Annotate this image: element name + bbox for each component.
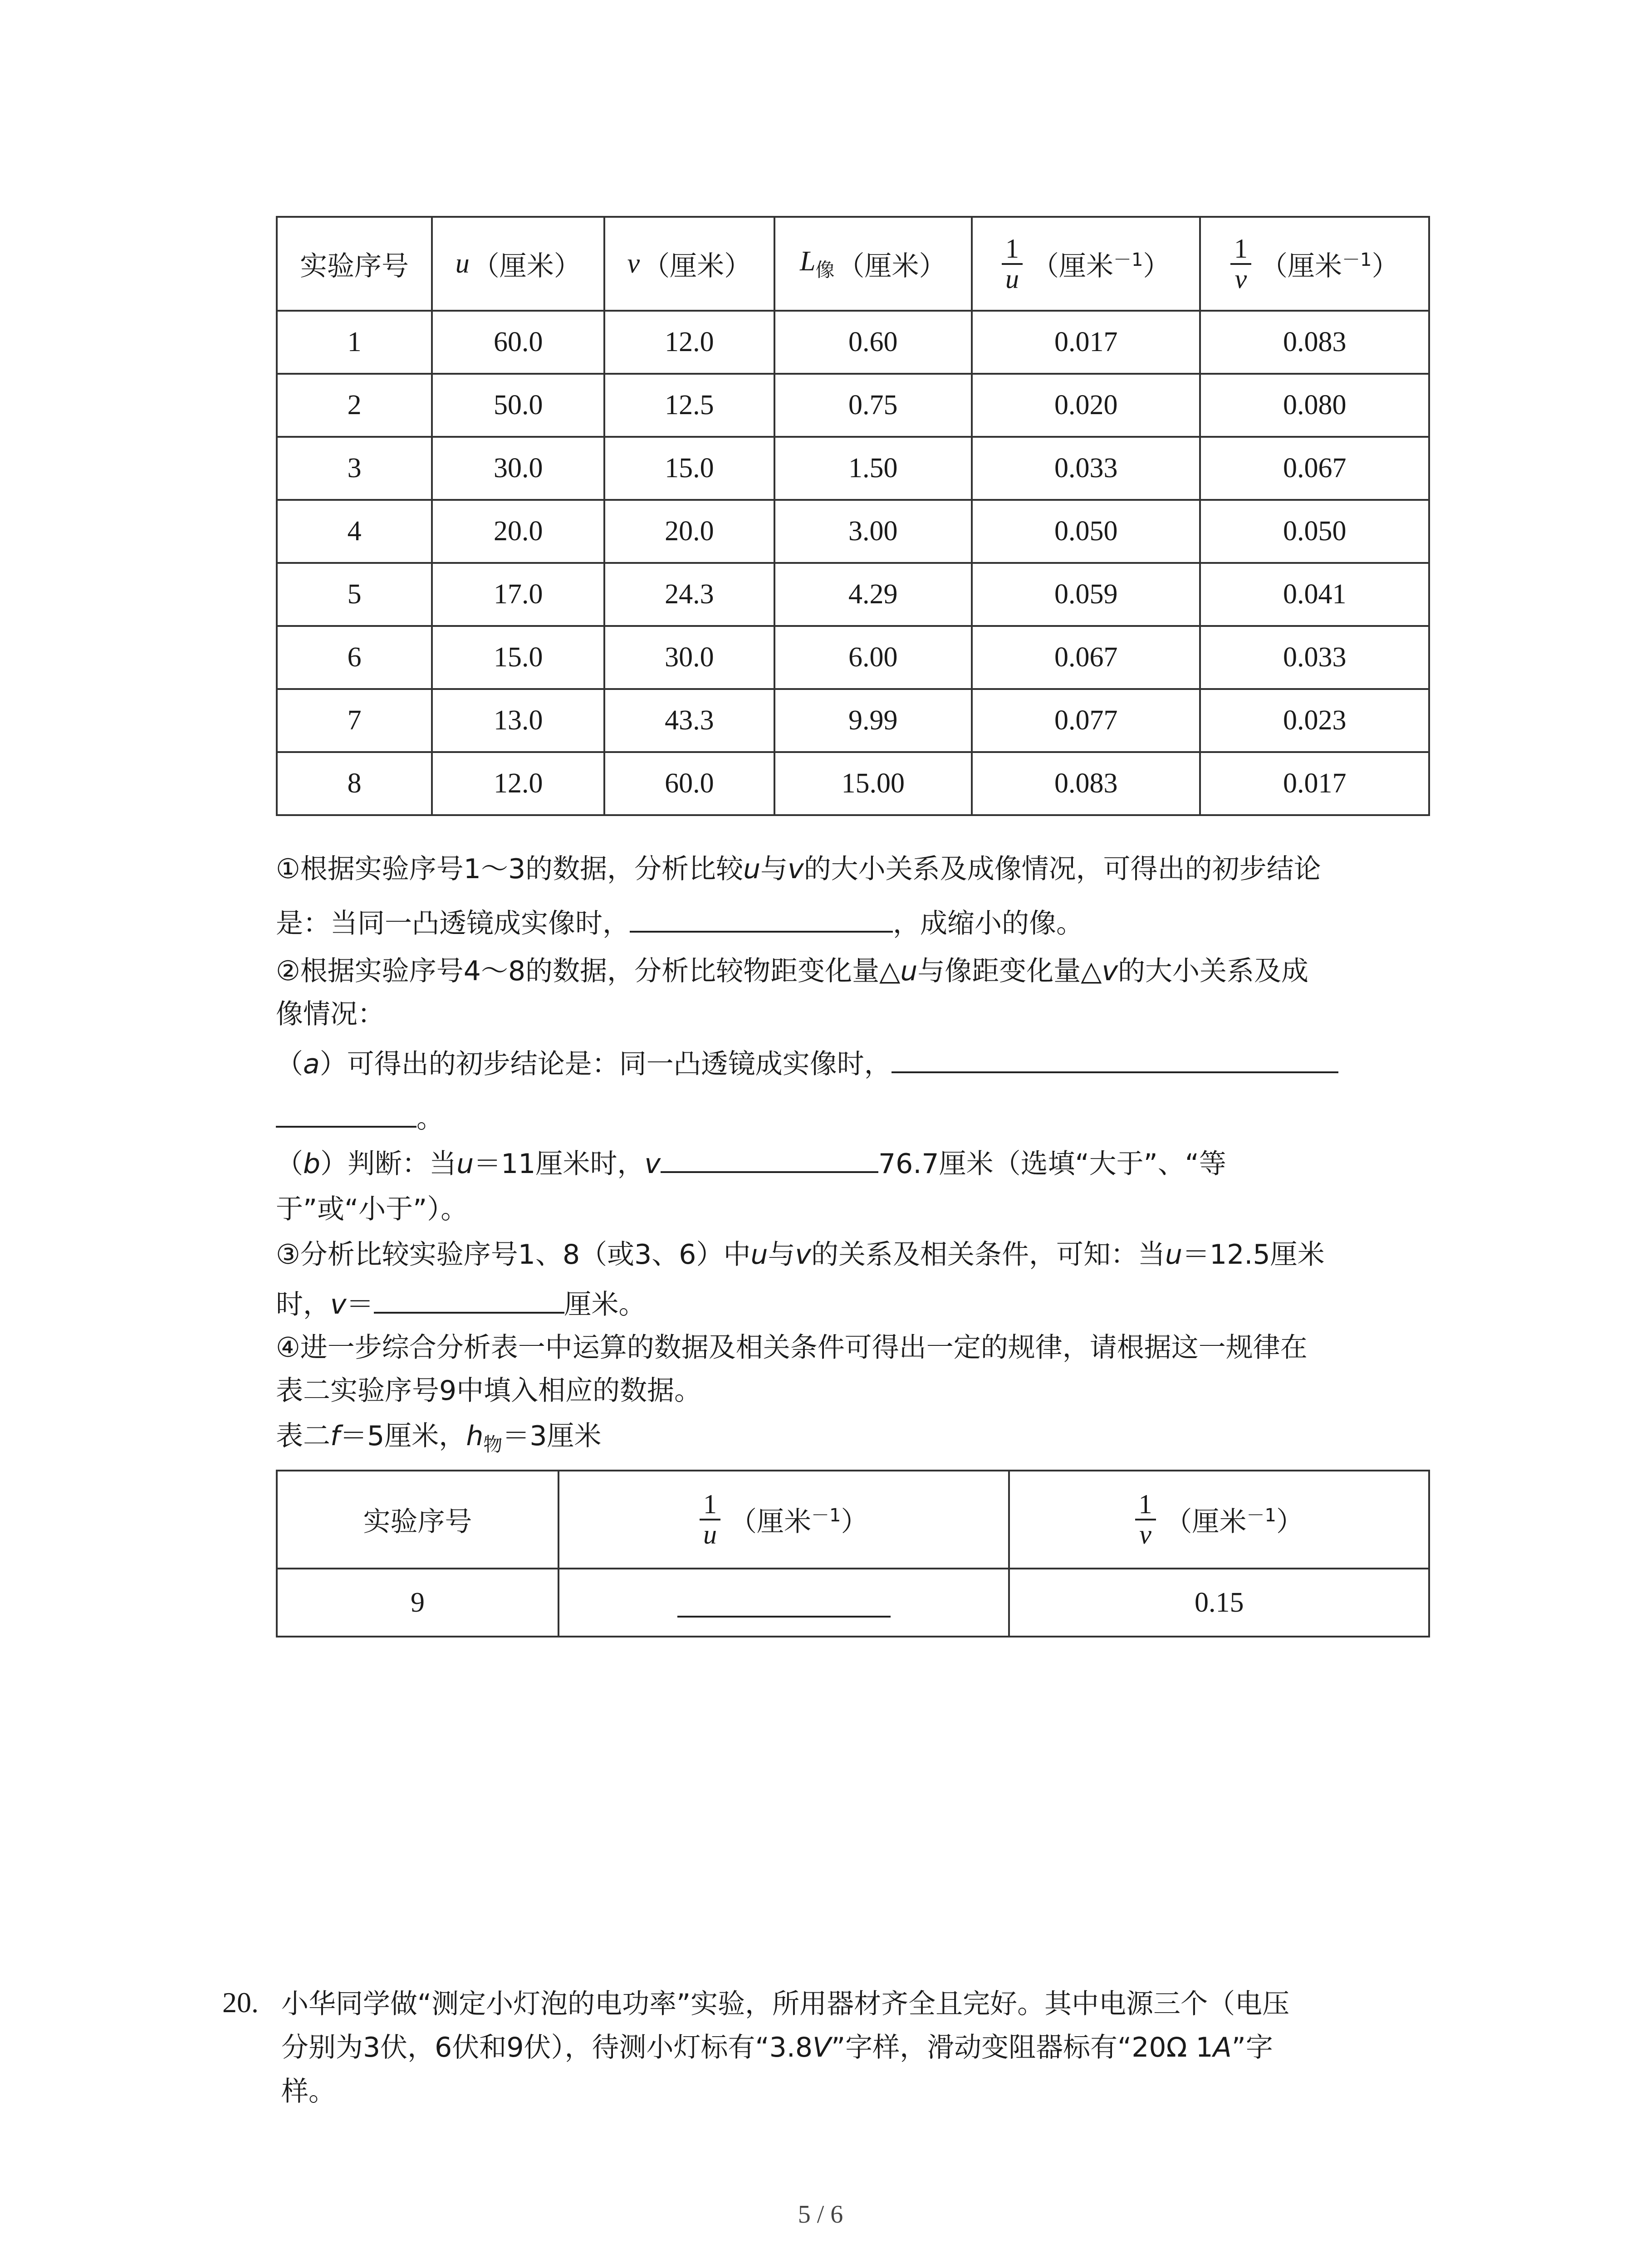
- cell-index: 3: [277, 437, 432, 500]
- table-row: [277, 563, 1429, 626]
- page-number: 5 / 6: [798, 2200, 843, 2229]
- fraction-numerator: 1: [700, 1490, 720, 1520]
- v-symbol: v: [627, 248, 640, 279]
- table-row: [277, 500, 1429, 563]
- table-row: [277, 311, 1429, 374]
- cell-u: 17.0: [432, 563, 604, 626]
- cell-L: 1.50: [774, 437, 972, 500]
- cell-u: 30.0: [432, 437, 604, 500]
- cell-inverse-v: 0.017: [1200, 752, 1429, 815]
- cell-L: 15.00: [774, 752, 972, 815]
- cell-inverse-v: 0.033: [1200, 626, 1429, 689]
- cell-index: 6: [277, 626, 432, 689]
- cell-v: 20.0: [604, 500, 774, 563]
- question-20-line-2: 分别为3伏，6伏和9伏），待测小灯标有“3.8V”字样，滑动变阻器标有“20Ω 1A”字: [281, 2032, 1273, 2063]
- table-header-row: [277, 217, 1429, 311]
- inverse-unit: （厘米$^{-1}$）: [730, 1505, 868, 1538]
- header-inverse-u: [558, 1471, 1009, 1569]
- header-inverse-v: [1200, 217, 1429, 311]
- question-2a-line-1: （a）可得出的初步结论是：同一凸透镜成实像时，: [276, 1043, 1338, 1085]
- cell-index: 7: [277, 689, 432, 752]
- fraction-numerator: 1: [1135, 1490, 1156, 1520]
- cell-index: 5: [277, 563, 432, 626]
- question-2-line-2: 像情况：: [276, 998, 385, 1030]
- question-4-line-2: 表二实验序号9中填入相应的数据。: [276, 1375, 702, 1407]
- inverse-u-fraction: [1002, 235, 1023, 293]
- cell-u: 20.0: [432, 500, 604, 563]
- inverse-u-fraction: [700, 1490, 720, 1549]
- cell-L: 0.75: [774, 374, 972, 437]
- L-subscript: 像: [815, 259, 835, 281]
- cell-inverse-v: 0.041: [1200, 563, 1429, 626]
- cell-inverse-u: 0.020: [972, 374, 1200, 437]
- u-unit: （厘米）: [472, 250, 581, 282]
- cell-inverse-v: 0.023: [1200, 689, 1429, 752]
- u-symbol: u: [455, 248, 470, 279]
- question-2a-line-2: 。: [276, 1098, 444, 1139]
- fraction-numerator: 1: [1002, 235, 1023, 265]
- header-index-label: 实验序号: [300, 250, 409, 282]
- header-inverse-v: [1009, 1471, 1429, 1569]
- question-3-line-1: ③分析比较实验序号1、8（或3、6）中u与v的关系及相关条件，可知：当u＝12.5厘米: [276, 1239, 1325, 1271]
- cell-inverse-v: 0.083: [1200, 311, 1429, 374]
- header-inverse-u: [972, 217, 1200, 311]
- table-row: [277, 1569, 1429, 1637]
- cell-inverse-u: 0.083: [972, 752, 1200, 815]
- table-header-row: [277, 1471, 1429, 1569]
- cell-inverse-v: 0.15: [1009, 1569, 1429, 1637]
- question-3-line-2: 时，v＝ 厘米。: [276, 1284, 646, 1325]
- fraction-numerator: 1: [1230, 235, 1251, 265]
- inverse-unit: （厘米$^{-1}$）: [1165, 1505, 1303, 1538]
- cell-v: 43.3: [604, 689, 774, 752]
- inverse-unit: （厘米$^{-1}$）: [1031, 249, 1171, 282]
- cell-v: 12.0: [604, 311, 774, 374]
- cell-u: 50.0: [432, 374, 604, 437]
- L-symbol: L: [799, 245, 816, 277]
- experiment-data-table: [276, 216, 1430, 816]
- cell-inverse-u: 0.033: [972, 437, 1200, 500]
- cell-L: 9.99: [774, 689, 972, 752]
- header-v: [604, 217, 774, 311]
- cell-inverse-u: 0.077: [972, 689, 1200, 752]
- prediction-table: [276, 1470, 1430, 1637]
- fraction-denominator: u: [1005, 264, 1019, 294]
- question-20-line-1: 小华同学做“测定小灯泡的电功率”实验，所用器材齐全且完好。其中电源三个（电压: [281, 1988, 1290, 2020]
- cell-u: 13.0: [432, 689, 604, 752]
- table-row: [277, 689, 1429, 752]
- header-index: [277, 217, 432, 311]
- cell-L: 0.60: [774, 311, 972, 374]
- L-unit: （厘米）: [837, 250, 946, 282]
- answer-blank-2a-continued[interactable]: [276, 1098, 416, 1128]
- cell-inverse-u: 0.050: [972, 500, 1200, 563]
- cell-u: 60.0: [432, 311, 604, 374]
- question-2b-line-2: 于”或“小于”）。: [276, 1193, 468, 1225]
- cell-L: 6.00: [774, 626, 972, 689]
- answer-blank-2b[interactable]: [661, 1143, 878, 1173]
- table-row: [277, 374, 1429, 437]
- cell-inverse-u: 0.067: [972, 626, 1200, 689]
- inverse-v-fraction: [1230, 235, 1251, 293]
- cell-index: 2: [277, 374, 432, 437]
- answer-blank-1[interactable]: [630, 903, 893, 933]
- table-row: [277, 437, 1429, 500]
- answer-blank-4[interactable]: [677, 1588, 891, 1618]
- table-row: [277, 626, 1429, 689]
- table-body: [277, 311, 1429, 815]
- table-row: [277, 752, 1429, 815]
- cell-inverse-v: 0.050: [1200, 500, 1429, 563]
- question-4-line-1: ④进一步综合分析表一中运算的数据及相关条件可得出一定的规律，请根据这一规律在: [276, 1332, 1308, 1364]
- cell-v: 12.5: [604, 374, 774, 437]
- v-unit: （厘米）: [642, 250, 752, 282]
- header-u: [432, 217, 604, 311]
- question-2-line-1: ②根据实验序号4～8的数据，分析比较物距变化量△u与像距变化量△v的大小关系及成: [276, 955, 1308, 987]
- cell-inverse-v: 0.080: [1200, 374, 1429, 437]
- cell-L: 4.29: [774, 563, 972, 626]
- question-20-number: 20.: [222, 1986, 259, 2019]
- cell-inverse-u-answer: [558, 1569, 1009, 1637]
- question-2b-line-1: （b）判断：当u＝11厘米时，v 76.7厘米（选填“大于”、“等: [276, 1143, 1226, 1185]
- answer-blank-2a[interactable]: [892, 1043, 1338, 1073]
- cell-inverse-u: 0.059: [972, 563, 1200, 626]
- cell-index: 4: [277, 500, 432, 563]
- fraction-denominator: v: [1234, 264, 1247, 294]
- cell-v: 15.0: [604, 437, 774, 500]
- cell-u: 12.0: [432, 752, 604, 815]
- cell-index: 1: [277, 311, 432, 374]
- cell-index: 8: [277, 752, 432, 815]
- answer-blank-3[interactable]: [374, 1284, 564, 1314]
- inverse-unit: （厘米$^{-1}$）: [1260, 249, 1399, 282]
- cell-v: 24.3: [604, 563, 774, 626]
- header-index-label: 实验序号: [363, 1506, 472, 1538]
- cell-inverse-v: 0.067: [1200, 437, 1429, 500]
- header-index: [277, 1471, 558, 1569]
- fraction-denominator: u: [703, 1520, 717, 1549]
- cell-v: 30.0: [604, 626, 774, 689]
- cell-inverse-u: 0.017: [972, 311, 1200, 374]
- cell-index: 9: [277, 1569, 558, 1637]
- question-1-line-2: 是：当同一凸透镜成实像时， ，成缩小的像。: [276, 903, 1083, 944]
- cell-u: 15.0: [432, 626, 604, 689]
- table2-caption: 表二f＝5厘米，$h_物=3$厘米: [276, 1420, 602, 1456]
- cell-L: 3.00: [774, 500, 972, 563]
- question-20-line-3: 样。: [281, 2076, 336, 2107]
- header-L: [774, 217, 972, 311]
- question-1-line-1: ①根据实验序号1～3的数据，分析比较u与v的大小关系及成像情况，可得出的初步结论: [276, 853, 1321, 885]
- fraction-denominator: v: [1139, 1520, 1151, 1549]
- inverse-v-fraction: [1135, 1490, 1156, 1549]
- cell-v: 60.0: [604, 752, 774, 815]
